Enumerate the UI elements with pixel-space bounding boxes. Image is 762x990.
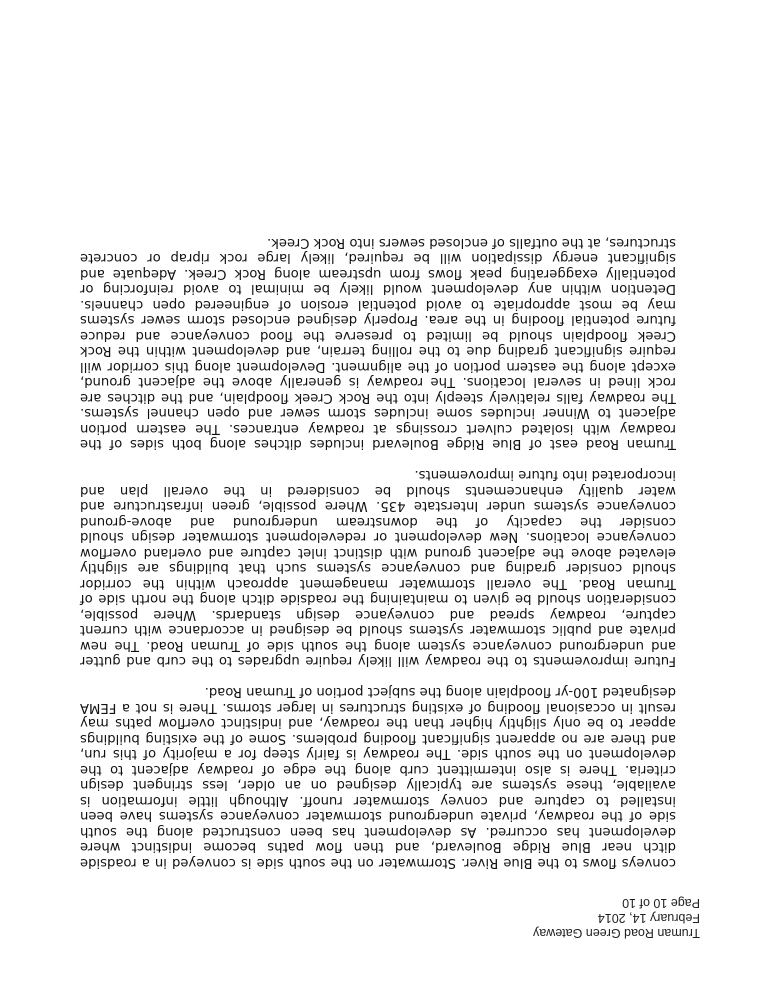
- text-line: except along the eastern portion of the alignment. Development along this corridor will: [80, 359, 676, 374]
- paragraph: [80, 235, 676, 452]
- text-line: private and public stormwater systems should be designed in accordance with current: [80, 622, 676, 638]
- text-line: installed to capture and convey stormwater runoff. Although little information is: [80, 793, 676, 808]
- text-line: should consider grading and conveyance systems such that buildings are slightly: [80, 560, 676, 576]
- text-line: The roadway falls relatively steeply into the Rock Creek floodplain, and the ditches are: [80, 390, 676, 405]
- page-number: Page 10 of 10: [622, 896, 700, 910]
- text-line: Future improvements to the roadway will likely require upgrades to the curb and gutter: [80, 653, 676, 669]
- text-line: and underground conveyance system along the south side of Truman Road. The new: [80, 638, 676, 653]
- text-line: elevated above the adjacent ground with distinct inlet capture and overland overflow: [80, 545, 676, 560]
- text-line: Truman Road east of Blue Ridge Boulevard includes ditches along both sides of the: [80, 436, 676, 452]
- text-line: result in occasional flooding of existing structures in larger storms. There is not a FEMA: [80, 700, 676, 715]
- text-line: criteria. There is also intermittent curb along the edge of roadway adjacent to the: [80, 762, 676, 777]
- text-line: water quality enhancements should be considered in the overall plan and: [80, 483, 676, 498]
- text-line: incorporated into future improvements.: [414, 467, 676, 483]
- text-line: conveys flows to the Blue River. Stormwater on the south side is conveyed in a roadside: [80, 855, 676, 870]
- text-line: Truman Road. The overall stormwater management approach within the corridor: [80, 576, 676, 591]
- paragraph: [80, 684, 676, 870]
- document-title: Truman Road Green Gateway: [533, 926, 700, 940]
- document-body: [80, 219, 676, 870]
- text-line: appear to be only slightly higher than the roadway, and indistinct overflow paths may: [80, 715, 676, 731]
- text-line: side of the roadway, private underground stormwater conveyance systems have been: [80, 808, 676, 824]
- text-line: development has occurred. As development has been constructed along the south: [80, 824, 676, 839]
- text-line: consideration should be given to maintaining the roadside ditch along the north side of: [80, 591, 676, 607]
- text-line: conveyance systems under Interstate 435. Where possible, green infrastructure and: [80, 498, 676, 514]
- text-line: potentially exaggerating peak flows from upstream along Rock Creek. Adequate and: [80, 266, 676, 281]
- text-line: adjacent to Winner includes some includes storm sewer and open channel systems.: [80, 405, 676, 421]
- text-line: development on the south side. The roadway is fairly steep for a majority of this run,: [80, 746, 676, 762]
- text-line: capture, roadway spread and conveyance design standards. Where possible,: [80, 607, 676, 622]
- text-line: and there are no apparent significant flooding problems. Some of the existing buildings: [80, 731, 676, 746]
- text-line: require significant grading due to the rolling terrain, and development within the Rock: [80, 343, 676, 359]
- text-line: roadway with isolated culvert crossings at roadway entrances. The eastern portion: [80, 421, 676, 436]
- text-line: designated 100-yr floodplain along the subject portion of Truman Road.: [204, 684, 676, 700]
- text-line: significant energy dissipation will be required, likely large rock riprap or concrete: [80, 250, 676, 266]
- text-line: Creek floodplain should be limited to preserve the flood conveyance and reduce: [80, 328, 676, 343]
- text-line: consider the capacity of the downstream underground and above-ground: [80, 514, 676, 529]
- paragraph: [80, 467, 676, 669]
- text-line: available, these systems are typically designed on an older, less stringent design: [80, 777, 676, 793]
- text-line: conveyance locations. New development or redevelopment stormwater design should: [80, 529, 676, 545]
- text-line: may be most appropriate to avoid potential erosion of engineered open channels.: [80, 297, 676, 312]
- page-header: [400, 895, 700, 940]
- text-line: structures, at the outfalls of enclosed sewers into Rock Creek.: [267, 235, 676, 250]
- text-line: Detention within any development would likely be minimal to avoid reinforcing or: [80, 281, 676, 297]
- text-line: ditch near Blue Ridge Boulevard, and then flow paths become indistinct where: [80, 839, 676, 855]
- text-line: future potential flooding in the area. Properly designed enclosed storm sewer systems: [80, 312, 676, 328]
- text-line: rock lined in several locations. The roadway is generally above the adjacent ground,: [80, 374, 676, 390]
- document-date: February 14, 2014: [597, 911, 700, 925]
